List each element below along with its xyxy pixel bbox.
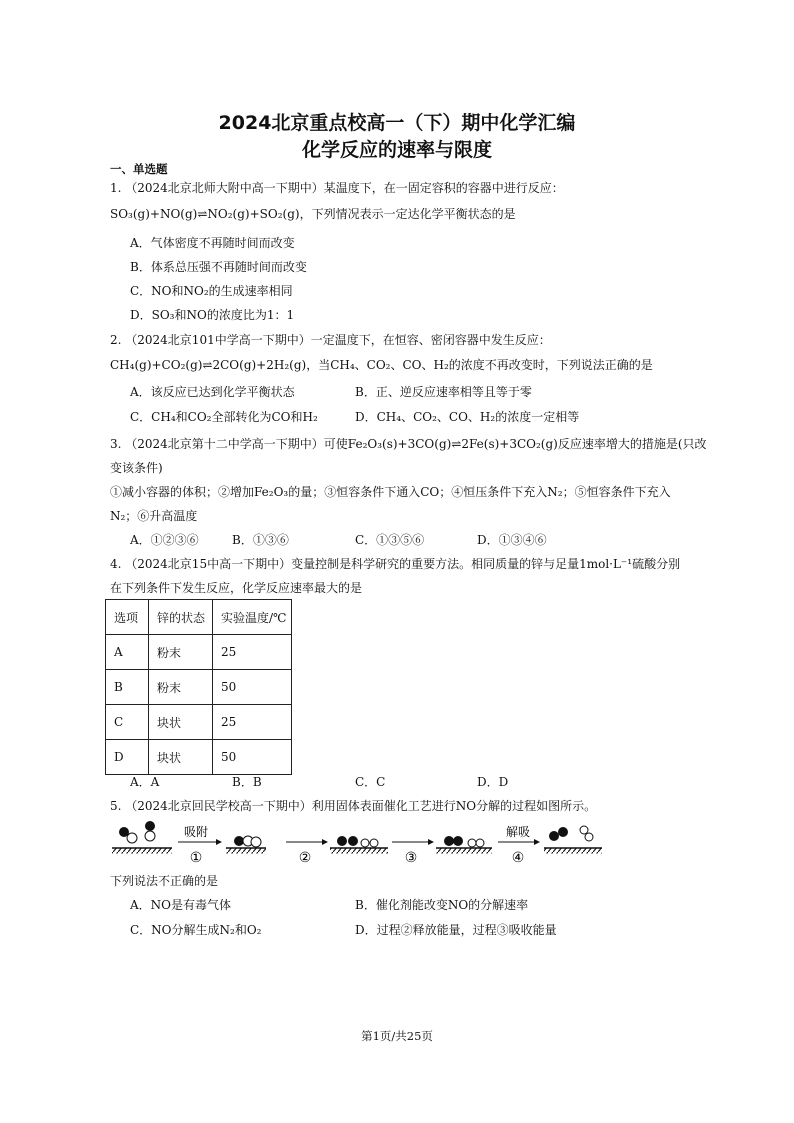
q3-stem-line3: ①减小容器的体积；②增加Fe₂O₃的量；③恒容条件下通入CO；④恒压条件下充入N₂；⑤恒容条件下充入	[110, 485, 671, 499]
arrow-label-adsorb: 吸附	[183, 825, 209, 839]
table-header-row	[106, 600, 292, 635]
table-header-cell: 实验温度/℃	[213, 600, 292, 635]
arrow-head	[216, 839, 222, 845]
table-cell: 50	[213, 740, 292, 775]
q5-stem-line2: 下列说法不正确的是	[110, 874, 219, 888]
document-subtitle: 化学反应的速率与限度	[301, 139, 492, 161]
table-row	[106, 705, 292, 740]
o-atom	[585, 833, 593, 841]
q4-option-b: B．B	[232, 775, 262, 789]
table-cell: D	[106, 740, 149, 775]
table-cell: 粉末	[149, 670, 213, 705]
n-atom	[145, 821, 155, 831]
table-cell: 粉末	[149, 635, 213, 670]
table-row	[106, 635, 292, 670]
step-number: ③	[404, 850, 418, 866]
o-atom	[580, 826, 588, 834]
q3-option-a: A．①②③⑥	[130, 533, 199, 547]
q5-option-a: A．NO是有毒气体	[130, 898, 232, 912]
q2-option-d: D．CH₄、CO₂、CO、H₂的浓度一定相等	[355, 410, 580, 424]
step-number: ①	[189, 850, 203, 866]
arrow-label-desorb: 解吸	[505, 825, 531, 839]
step-number: ④	[511, 850, 525, 866]
q3-option-b: B．①③⑥	[232, 533, 289, 547]
n-atom	[348, 836, 358, 846]
q5-option-b: B．催化剂能改变NO的分解速率	[355, 898, 529, 912]
arrow-head	[322, 839, 328, 845]
table-header-cell: 选项	[106, 600, 149, 635]
catalyst-surface	[544, 848, 602, 854]
table-cell: 25	[213, 705, 292, 740]
table-row	[106, 670, 292, 705]
q4-data-table	[105, 599, 292, 775]
o-atom	[370, 839, 378, 847]
step-number: ②	[298, 850, 312, 866]
q1-option-a: A．气体密度不再随时间而改变	[130, 236, 295, 250]
table-row	[106, 740, 292, 775]
catalyst-surface	[436, 848, 492, 854]
q4-option-a: A．A	[130, 775, 160, 789]
q1-stem-line2: SO₃(g)+NO(g)⇌NO₂(g)+SO₂(g)，下列情况表示一定达化学平衡状态的是	[110, 207, 516, 221]
section-heading: 一、单选题	[110, 162, 168, 176]
q3-stem-line4: N₂；⑥升高温度	[110, 509, 198, 523]
table-header-cell: 锌的状态	[149, 600, 213, 635]
q5-stem-line1: 5. （2024北京回民学校高一下期中）利用固体表面催化工艺进行NO分解的过程如图所示。	[110, 799, 597, 813]
n-atom	[549, 831, 559, 841]
catalyst-surface	[330, 848, 388, 854]
catalysis-process-diagram	[108, 816, 608, 870]
arrow-head	[534, 839, 540, 845]
table-cell: B	[106, 670, 149, 705]
q3-stem-line2: 变该条件)	[110, 461, 163, 475]
q2-stem-line2: CH₄(g)+CO₂(g)⇌2CO(g)+2H₂(g)，当CH₄、CO₂、CO、H₂的浓度不再改变时，下列说法正确的是	[110, 358, 653, 372]
o-atom	[468, 839, 476, 847]
q1-option-c: C．NO和NO₂的生成速率相同	[130, 284, 293, 298]
q5-option-c: C．NO分解生成N₂和O₂	[130, 923, 262, 937]
q1-option-b: B．体系总压强不再随时间而改变	[130, 260, 307, 274]
table-cell: 块状	[149, 705, 213, 740]
q4-stem-line2: 在下列条件下发生反应，化学反应速率最大的是	[110, 581, 363, 595]
q4-stem-line1: 4. （2024北京15中高一下期中）变量控制是科学研究的重要方法。相同质量的锌与足量1mol·L⁻¹硫酸分别	[110, 557, 681, 571]
table-cell: 25	[213, 635, 292, 670]
page-footer: 第1页/共25页	[361, 1029, 433, 1043]
table-cell: C	[106, 705, 149, 740]
q3-option-c: C．①③⑤⑥	[355, 533, 425, 547]
n-atom	[444, 836, 454, 846]
n-atom	[558, 827, 568, 837]
o-atom	[476, 839, 484, 847]
q3-option-d: D．①③④⑥	[477, 533, 547, 547]
q2-option-a: A．该反应已达到化学平衡状态	[130, 385, 295, 399]
n-atom	[453, 836, 463, 846]
o-atom	[251, 837, 261, 847]
n-atom	[337, 836, 347, 846]
q1-stem-line1: 1. （2024北京北师大附中高一下期中）某温度下，在一固定容积的容器中进行反应：	[110, 181, 564, 195]
o-atom	[127, 833, 137, 843]
table-cell: 50	[213, 670, 292, 705]
q4-option-c: C．C	[355, 775, 386, 789]
arrow-head	[428, 839, 434, 845]
o-atom	[361, 839, 369, 847]
q2-option-b: B．正、逆反应速率相等且等于零	[355, 385, 532, 399]
o-atom	[145, 831, 155, 841]
q4-option-d: D．D	[477, 775, 509, 789]
q2-option-c: C．CH₄和CO₂全部转化为CO和H₂	[130, 410, 318, 424]
table-cell: 块状	[149, 740, 213, 775]
q2-stem-line1: 2. （2024北京101中学高一下期中）一定温度下，在恒容、密闭容器中发生反应：	[110, 333, 551, 347]
catalyst-surface	[226, 848, 266, 854]
document-title: 2024北京重点校高一（下）期中化学汇编	[218, 112, 576, 134]
q5-option-d: D．过程②释放能量，过程③吸收能量	[355, 923, 557, 937]
q1-option-d: D．SO₃和NO的浓度比为1：1	[130, 308, 295, 322]
table-cell: A	[106, 635, 149, 670]
catalyst-surface	[112, 848, 172, 854]
q3-stem-line1: 3. （2024北京第十二中学高一下期中）可使Fe₂O₃(s)+3CO(g)⇌2Fe(s)+3CO₂(g)反应速率增大的措施是(只改	[110, 437, 707, 451]
